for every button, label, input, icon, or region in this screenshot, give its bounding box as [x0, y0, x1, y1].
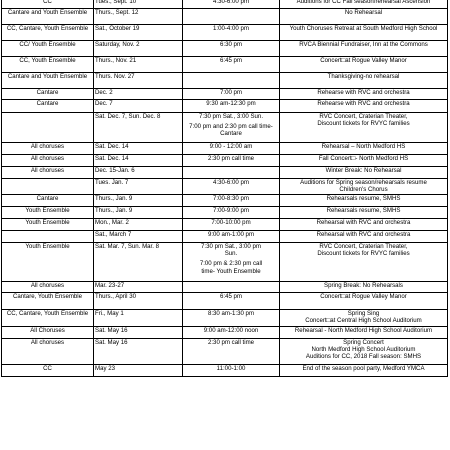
schedule-row — [2, 219, 448, 231]
group-cell: CC, Youth Ensemble — [2, 57, 94, 73]
time-line: time- Youth Ensemble — [201, 267, 261, 275]
date-cell: May 23 — [94, 365, 183, 377]
date-cell: Sat. May 16 — [94, 339, 183, 365]
schedule-row — [2, 167, 448, 179]
time-cell — [183, 365, 280, 377]
time-line: 7:00 pm and 2:30 pm call time-Cantare — [189, 123, 273, 138]
event-line: North Medford High School Auditorium — [311, 346, 416, 354]
group-cell: Cantare and Youth Ensemble — [2, 9, 94, 25]
time-cell — [183, 327, 280, 339]
schedule-row — [2, 195, 448, 207]
event-cell — [280, 293, 448, 310]
time-cell — [183, 282, 280, 293]
time-line: 9:30 am-12:30 pm — [206, 100, 256, 107]
time-cell — [183, 113, 280, 143]
event-cell — [280, 365, 448, 377]
event-line: Children's Chorus — [339, 186, 388, 194]
schedule-row — [2, 231, 448, 243]
group-cell: CC/ Youth Ensemble — [2, 41, 94, 57]
schedule-row — [2, 25, 448, 41]
time-line: 7:30 pm Sat., 3:00 pm — [201, 243, 261, 250]
event-line: Concert□at Rogue Valley Manor — [320, 57, 407, 64]
time-line: 11:00-1:00 — [216, 365, 246, 372]
group-cell: Youth Ensemble — [2, 219, 94, 231]
time-line — [184, 167, 278, 170]
group-cell: All Choruses — [2, 327, 94, 339]
date-cell: Mar. 23-27 — [94, 282, 183, 293]
time-line — [184, 9, 278, 12]
date-cell: Sat. Dec. 14 — [94, 143, 183, 155]
time-cell — [183, 143, 280, 155]
schedule-row — [2, 113, 448, 143]
event-cell — [280, 9, 448, 25]
group-cell: Cantare — [2, 100, 94, 113]
time-cell — [183, 293, 280, 310]
event-line: Concert□at Central High School Auditorium — [305, 317, 422, 325]
schedule-row — [2, 155, 448, 167]
time-line: 9:00 am-12:00 noon — [203, 327, 259, 334]
date-cell: Dec. 15-Jan. 6 — [94, 167, 183, 179]
schedule-row — [2, 339, 448, 365]
time-line: Sun. — [224, 250, 238, 258]
date-cell: Dec. 7 — [94, 100, 183, 113]
event-line: End of the season pool party, Medford YMCA — [302, 365, 425, 372]
event-line: Rehearsal with RVC and orchestra — [316, 231, 411, 238]
time-cell — [183, 155, 280, 167]
date-cell: Thurs. Nov. 27 — [94, 73, 183, 89]
schedule-row — [2, 41, 448, 57]
schedule-row — [2, 243, 448, 282]
group-cell: All choruses — [2, 143, 94, 155]
time-cell — [183, 167, 280, 179]
date-cell: Mon., Mar. 2 — [94, 219, 183, 231]
date-cell: Sat., October 19 — [94, 25, 183, 41]
time-cell — [183, 89, 280, 100]
event-line: RVCA Biennial Fundraiser, Inn at the Commons — [299, 41, 428, 48]
event-line: Winter Break: No Rehearsal — [325, 167, 402, 174]
event-cell — [280, 100, 448, 113]
group-cell: All choruses — [2, 282, 94, 293]
event-cell — [280, 339, 448, 365]
time-line: 6:30 pm — [219, 41, 243, 48]
group-cell: CC, Cantare, Youth Ensemble — [2, 25, 94, 41]
schedule-row — [2, 73, 448, 89]
time-cell — [183, 73, 280, 89]
event-cell — [280, 155, 448, 167]
event-line: Fall Concert□- North Medford HS — [318, 155, 409, 162]
date-cell: Thurs., Jan. 9 — [94, 207, 183, 219]
group-cell: Youth Ensemble — [2, 207, 94, 219]
group-cell — [2, 231, 94, 243]
date-cell: Dec. 2 — [94, 89, 183, 100]
event-cell — [280, 310, 448, 327]
event-cell — [280, 243, 448, 282]
schedule-row — [2, 89, 448, 100]
event-line: Rehearsal with RVC and orchestra — [316, 219, 411, 226]
date-cell: Saturday, Nov. 2 — [94, 41, 183, 57]
event-line: RVC Concert, Craterian Theater, — [319, 243, 408, 250]
schedule-row — [2, 179, 448, 195]
event-line: Youth Choruses Retreat at South Medford High School — [289, 25, 438, 32]
group-cell: Cantare and Youth Ensemble — [2, 73, 94, 89]
event-cell — [280, 113, 448, 143]
time-cell — [183, 195, 280, 207]
event-cell — [280, 327, 448, 339]
time-line: 9:00 am-1:00 pm — [207, 231, 255, 238]
event-line: Rehearse with RVC and orchestra — [317, 89, 410, 96]
time-line: 2:30 pm call time — [207, 339, 255, 346]
time-line: 8:30 am-1:30 pm — [207, 310, 255, 317]
event-line: RVC Concert, Craterian Theater, — [319, 113, 408, 120]
date-cell: Sat., March 7 — [94, 231, 183, 243]
event-line: Discount tickets for RVYC families — [317, 120, 410, 128]
time-line — [184, 73, 278, 76]
event-cell — [280, 207, 448, 219]
event-line: Auditions for CC, 2018 Fall season: SMHS — [305, 353, 422, 361]
event-cell — [280, 282, 448, 293]
date-cell: Tues. Jan. 7 — [94, 179, 183, 195]
group-cell: All choruses — [2, 339, 94, 365]
group-cell: CC, Cantare, Youth Ensemble — [2, 310, 94, 327]
date-cell: Thurs., Sept. 12 — [94, 9, 183, 25]
event-cell — [280, 219, 448, 231]
event-cell — [280, 195, 448, 207]
group-cell: CC — [2, 365, 94, 377]
date-cell: Tues., Sept. 10 — [94, 0, 183, 9]
group-cell — [2, 179, 94, 195]
event-line: Concert□at Rogue Valley Manor — [320, 293, 407, 300]
schedule-row — [2, 9, 448, 25]
group-cell: All choruses — [2, 167, 94, 179]
time-line: 7:30 pm Sat., 3:00 Sun. — [198, 113, 264, 120]
schedule-row — [2, 327, 448, 339]
event-cell — [280, 167, 448, 179]
event-cell — [280, 231, 448, 243]
time-cell — [183, 231, 280, 243]
time-cell — [183, 57, 280, 73]
schedule-table — [1, 0, 448, 377]
group-cell: All choruses — [2, 155, 94, 167]
group-cell: Youth Ensemble — [2, 243, 94, 282]
event-cell — [280, 73, 448, 89]
time-line: 7:00-10:00 pm — [211, 219, 251, 226]
date-cell: Sat. Mar. 7, Sun. Mar. 8 — [94, 243, 183, 282]
event-line: Rehearsals resume, SMHS — [326, 207, 401, 214]
event-line: Spring Sing — [347, 310, 380, 317]
event-line: Thanksgiving-no rehearsal — [327, 73, 400, 80]
time-line: 7:00 pm — [219, 89, 243, 96]
event-cell — [280, 179, 448, 195]
time-line: 7:00 pm & 2:30 pm call — [199, 260, 263, 268]
schedule-row — [2, 365, 448, 377]
time-cell — [183, 25, 280, 41]
event-line: Spring Break: No Rehearsals — [324, 282, 403, 289]
schedule-body — [2, 0, 448, 377]
event-line: Rehearse with RVC and orchestra — [317, 100, 410, 107]
event-line: No Rehearsal — [344, 9, 383, 16]
schedule-row — [2, 100, 448, 113]
group-cell — [2, 113, 94, 143]
schedule-row — [2, 310, 448, 327]
schedule-row — [2, 0, 448, 9]
schedule-row — [2, 207, 448, 219]
event-cell — [280, 89, 448, 100]
group-cell: CC — [2, 0, 94, 9]
event-cell — [280, 41, 448, 57]
time-cell — [183, 0, 280, 9]
time-line: 7:00-9:00 pm — [213, 207, 249, 214]
group-cell: Cantare, Youth Ensemble — [2, 293, 94, 310]
time-cell — [183, 179, 280, 195]
time-line: 1:00-4:00 pm — [213, 25, 249, 32]
time-line: 4:30-6:00 pm — [213, 0, 249, 5]
date-cell: Sat. Dec. 7, Sun. Dec. 8 — [94, 113, 183, 143]
time-line — [184, 282, 278, 285]
event-cell — [280, 0, 448, 9]
schedule-row — [2, 143, 448, 155]
time-line: 2:30 pm call time — [207, 155, 255, 162]
event-line: Rehearsal - North Medford High School Auditorium — [294, 327, 433, 334]
schedule-row — [2, 293, 448, 310]
event-line: Auditions for Spring season/rehearsals resume — [300, 179, 427, 186]
event-cell — [280, 57, 448, 73]
schedule-row — [2, 57, 448, 73]
date-cell: Thurs., Nov. 21 — [94, 57, 183, 73]
time-cell — [183, 100, 280, 113]
time-cell — [183, 243, 280, 282]
date-cell: Thurs., Jan. 9 — [94, 195, 183, 207]
time-cell — [183, 41, 280, 57]
time-line: 9:00 - 12:00 am — [209, 143, 253, 150]
event-cell — [280, 143, 448, 155]
time-cell — [183, 9, 280, 25]
time-line: 6:45 pm — [219, 57, 243, 64]
time-line: 6:45 pm — [219, 293, 243, 300]
event-line: Spring Concert — [343, 339, 384, 346]
time-cell — [183, 339, 280, 365]
group-cell: Cantare — [2, 195, 94, 207]
time-cell — [183, 207, 280, 219]
time-cell — [183, 219, 280, 231]
time-cell — [183, 310, 280, 327]
event-cell — [280, 25, 448, 41]
event-line: Rehearsals resume, SMHS — [326, 195, 401, 202]
event-line: Discount tickets for RVYC families — [317, 250, 410, 258]
date-cell: Fri., May 1 — [94, 310, 183, 327]
schedule-row — [2, 282, 448, 293]
event-line: Auditions for CC Fall season/rehearsal Ascension — [296, 0, 431, 5]
group-cell: Cantare — [2, 89, 94, 100]
time-line: 4:30-6:00 pm — [213, 179, 249, 186]
event-line: Rehearsal – North Medford HS — [321, 143, 406, 150]
date-cell: Sat. Dec. 14 — [94, 155, 183, 167]
date-cell: Thurs., April 30 — [94, 293, 183, 310]
time-line: 7:00-8:30 pm — [213, 195, 249, 202]
date-cell: Sat. May 16 — [94, 327, 183, 339]
